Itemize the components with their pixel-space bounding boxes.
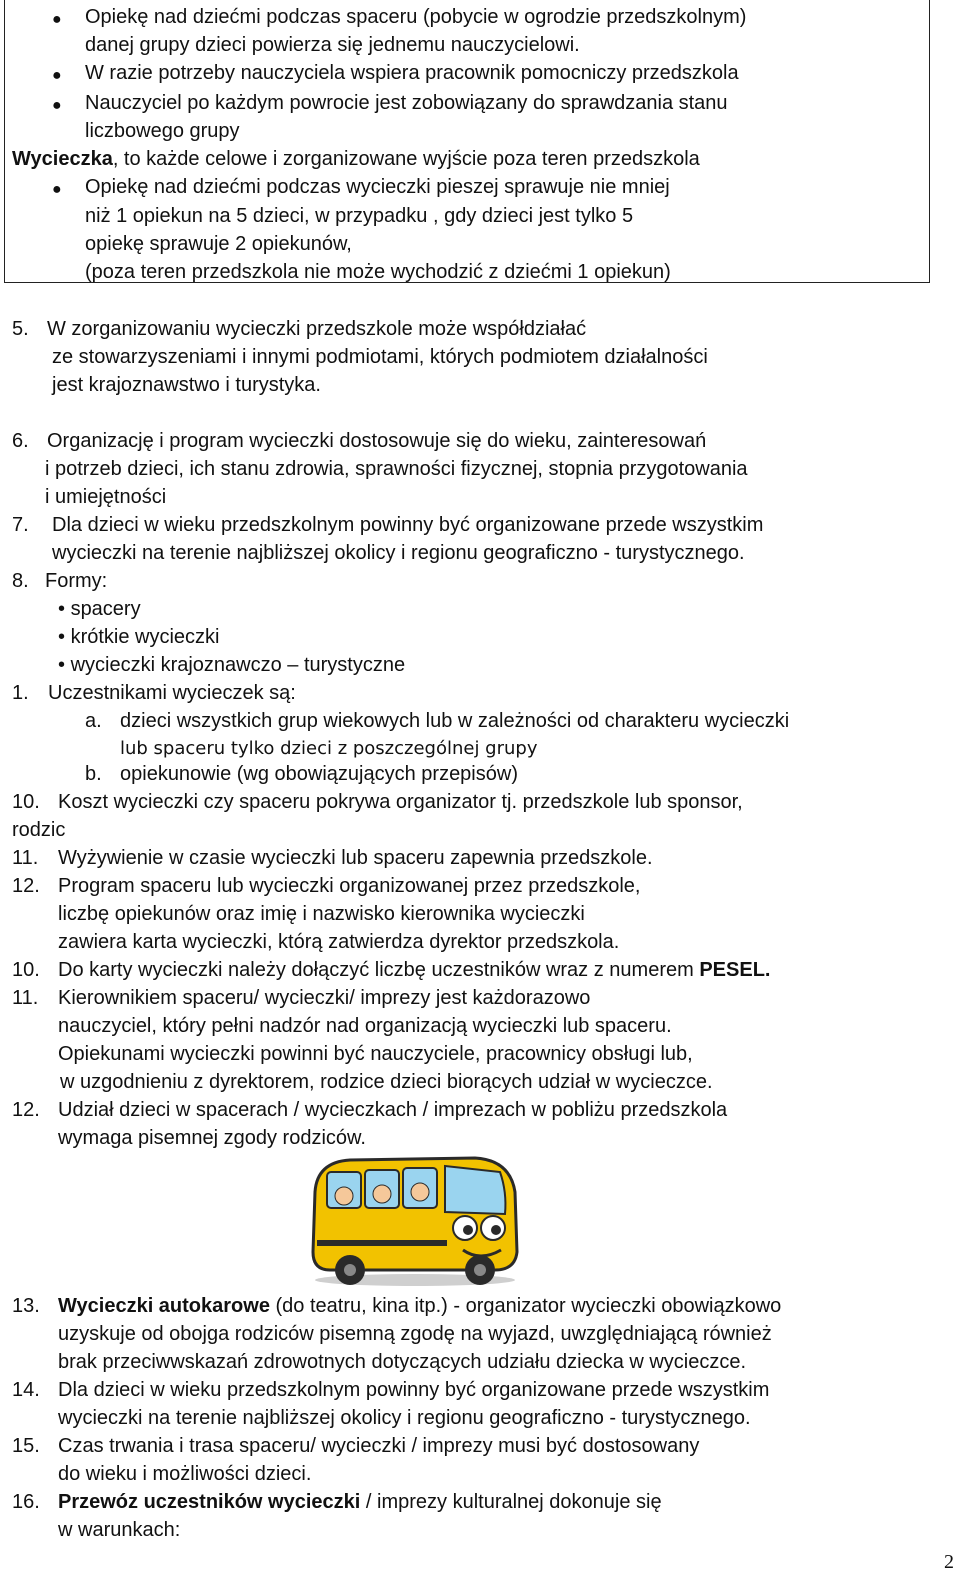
item8-num: 8. <box>12 570 29 592</box>
box-bullet4-line3: opiekę sprawuje 2 opiekunów, <box>85 233 352 255</box>
item10a-num: 10. <box>12 791 40 813</box>
item12a-line1: Program spaceru lub wycieczki organizowanej przez przedszkole, <box>58 875 641 897</box>
item12a-line2: liczbę opiekunów oraz imię i nazwisko kierownika wycieczki <box>58 903 585 925</box>
item1-a-line2: lub spaceru tylko dzieci z poszczególnej grupy <box>120 738 538 759</box>
item12a-num: 12. <box>12 875 40 897</box>
item13-line3: brak przeciwwskazań zdrowotnych dotyczących udziału dziecka w wycieczce. <box>58 1351 747 1373</box>
box-bullet1-line1: Opiekę nad dziećmi podczas spaceru (pobycie w ogrodzie przedszkolnym) <box>85 6 747 28</box>
box-bullet1-line2: danej grupy dzieci powierza się jednemu nauczycielowi. <box>85 34 580 56</box>
bullet-dot: ● <box>52 67 62 84</box>
item13-bold: Wycieczki autokarowe <box>58 1295 270 1317</box>
box-bullet3-line1: Nauczyciel po każdym powrocie jest zobowiązany do sprawdzania stanu <box>85 92 728 114</box>
item13-line2: uzyskuje od obojga rodziców pisemną zgodę na wyjazd, uwzględniającą również <box>58 1323 772 1345</box>
item14-line1: Dla dzieci w wieku przedszkolnym powinny być organizowane przede wszystkim <box>58 1379 770 1401</box>
item6-line1: Organizację i program wycieczki dostosowuje się do wieku, zainteresowań <box>47 430 707 452</box>
item11b-num: 11. <box>12 987 39 1009</box>
item11a-text: Wyżywienie w czasie wycieczki lub spaceru zapewnia przedszkole. <box>58 847 653 869</box>
wycieczka-rest: , to każde celowe i zorganizowane wyjście poza teren przedszkola <box>112 148 700 170</box>
box-bullet2-line1: W razie potrzeby nauczyciela wspiera pracownik pomocniczy przedszkola <box>85 62 739 84</box>
item7-num: 7. <box>12 514 29 536</box>
item12a-line3: zawiera karta wycieczki, którą zatwierdza dyrektor przedszkola. <box>58 931 620 953</box>
item14-num: 14. <box>12 1379 40 1401</box>
item6-line3: i umiejętności <box>45 486 167 508</box>
item13-rest: (do teatru, kina itp.) - organizator wycieczki obowiązkowo <box>269 1295 782 1317</box>
item11b-line1: Kierownikiem spaceru/ wycieczki/ imprezy jest każdorazowo <box>58 987 591 1009</box>
item10b-num: 10. <box>12 959 40 981</box>
wycieczka-definition <box>12 145 700 173</box>
item10b-text <box>58 956 770 984</box>
item1-title: Uczestnikami wycieczek są: <box>48 682 296 704</box>
pesel-bold: PESEL. <box>699 959 771 981</box>
item7-line2: wycieczki na terenie najbliższej okolicy i regionu geograficzno - turystycznego. <box>52 542 745 564</box>
item8-title: Formy: <box>45 570 108 592</box>
item13-num: 13. <box>12 1295 40 1317</box>
box-bullet4-line1: Opiekę nad dziećmi podczas wycieczki pieszej sprawuje nie mniej <box>85 176 670 198</box>
item6-line2: i potrzeb dzieci, ich stanu zdrowia, sprawności fizycznej, stopnia przygotowania <box>45 458 748 480</box>
item15-num: 15. <box>12 1435 40 1457</box>
item13-line1 <box>58 1292 781 1320</box>
forms-item: • wycieczki krajoznawczo – turystyczne <box>58 654 406 676</box>
bullet-dot: ● <box>52 181 62 198</box>
item11b-line4: w uzgodnieniu z dyrektorem, rodzice dzieci biorących udział w wycieczce. <box>60 1071 713 1093</box>
item5-line2: ze stowarzyszeniami i innymi podmiotami, których podmiotem działalności <box>52 346 708 368</box>
item16-line2: w warunkach: <box>58 1519 181 1541</box>
item1-b-label: b. <box>85 763 102 785</box>
box-bullet4-line4: (poza teren przedszkola nie może wychodzić z dziećmi 1 opiekun) <box>85 261 671 283</box>
item12b-line2: wymaga pisemnej zgody rodziców. <box>58 1127 366 1149</box>
forms-item: • spacery <box>58 598 141 620</box>
item6-num: 6. <box>12 430 29 452</box>
item16-bold: Przewóz uczestników wycieczki <box>58 1491 361 1513</box>
item16-line1 <box>58 1488 662 1516</box>
forms-item-text: spacery <box>70 598 141 620</box>
page-number: 2 <box>944 1551 954 1573</box>
wycieczka-term: Wycieczka <box>12 148 113 170</box>
forms-item: • krótkie wycieczki <box>58 626 220 648</box>
item5-line3: jest krajoznawstwo i turystyka. <box>52 374 321 396</box>
forms-item-text: krótkie wycieczki <box>70 626 220 648</box>
item1-a-label: a. <box>85 710 102 732</box>
school-bus-illustration <box>305 1152 525 1287</box>
forms-item-text: wycieczki krajoznawczo – turystyczne <box>70 654 406 676</box>
item12b-num: 12. <box>12 1099 40 1121</box>
item10a-line1: Koszt wycieczki czy spaceru pokrywa organizator tj. przedszkole lub sponsor, <box>58 791 743 813</box>
item15-line1: Czas trwania i trasa spaceru/ wycieczki / imprezy musi być dostosowany <box>58 1435 700 1457</box>
item10a-line2: rodzic <box>12 819 66 841</box>
item16-num: 16. <box>12 1491 40 1513</box>
item5-line1: W zorganizowaniu wycieczki przedszkole może współdziałać <box>47 318 587 340</box>
item1-a-line1: dzieci wszystkich grup wiekowych lub w zależności od charakteru wycieczki <box>120 710 790 732</box>
item1-num: 1. <box>12 682 29 704</box>
item10b-text-plain: Do karty wycieczki należy dołączyć liczbę uczestników wraz z numerem <box>58 959 700 981</box>
item14-line2: wycieczki na terenie najbliższej okolicy i regionu geograficzno - turystycznego. <box>58 1407 751 1429</box>
item1-b-text: opiekunowie (wg obowiązujących przepisów) <box>120 763 518 785</box>
item11b-line2: nauczyciel, który pełni nadzór nad organizacją wycieczki lub spaceru. <box>58 1015 672 1037</box>
box-bullet3-line2: liczbowego grupy <box>85 120 240 142</box>
item7-line1: Dla dzieci w wieku przedszkolnym powinny być organizowane przede wszystkim <box>52 514 764 536</box>
bullet-dot: ● <box>52 97 62 114</box>
bullet-dot: ● <box>52 11 62 28</box>
item12b-line1: Udział dzieci w spacerach / wycieczkach / imprezach w pobliżu przedszkola <box>58 1099 728 1121</box>
item11a-num: 11. <box>12 847 39 869</box>
item16-rest: / imprezy kulturalnej dokonuje się <box>360 1491 662 1513</box>
box-bullet4-line2: niż 1 opiekun na 5 dzieci, w przypadku , gdy dzieci jest tylko 5 <box>85 205 634 227</box>
item15-line2: do wieku i możliwości dzieci. <box>58 1463 312 1485</box>
item5-num: 5. <box>12 318 29 340</box>
item11b-line3: Opiekunami wycieczki powinni być nauczyciele, pracownicy obsługi lub, <box>58 1043 693 1065</box>
